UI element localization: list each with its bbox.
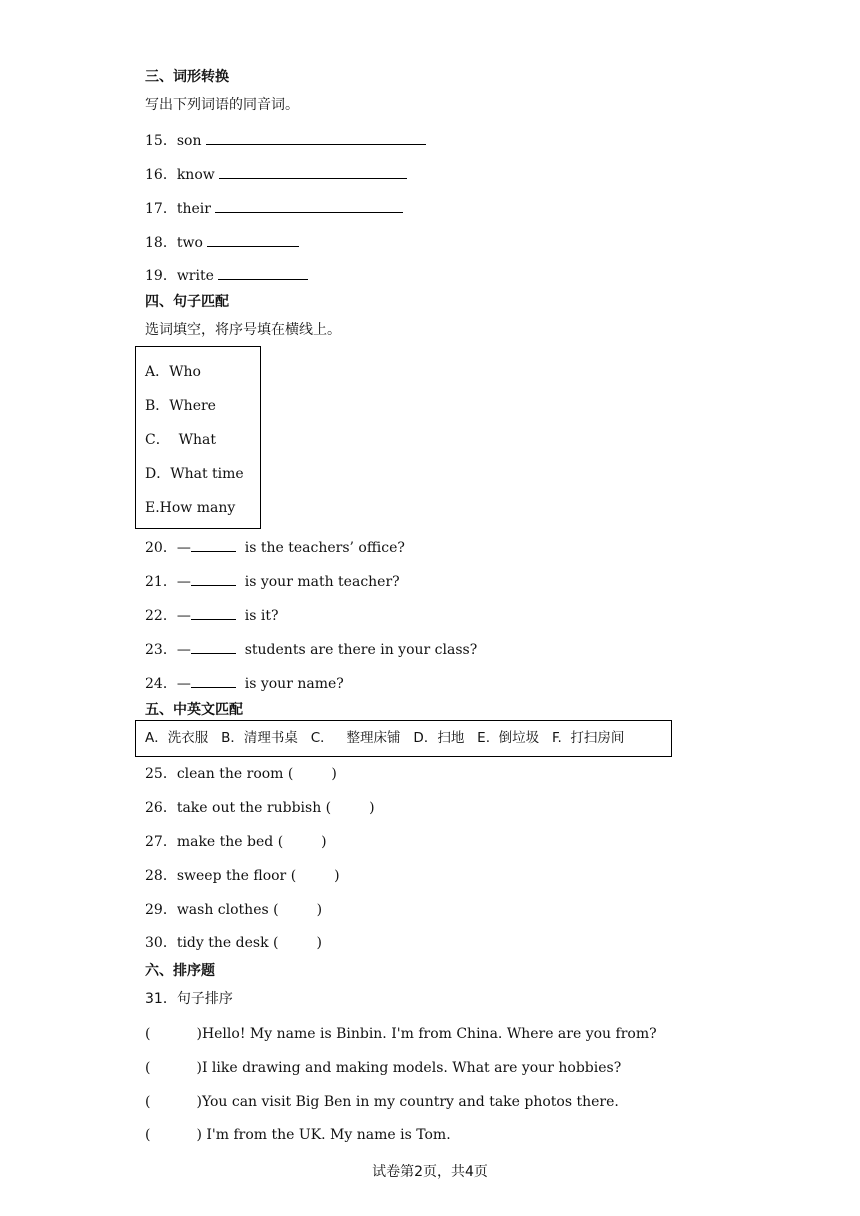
question-number: 24． (145, 676, 177, 692)
question-text: wash clothes ( (176, 902, 279, 918)
question-number: 30． (145, 935, 177, 951)
question-30 (145, 934, 322, 952)
question-22 (145, 606, 278, 625)
question-word: two (176, 235, 203, 251)
open-paren: ( (145, 1060, 151, 1076)
answer-blank[interactable] (191, 640, 236, 654)
question-word: son (176, 133, 202, 149)
word-options-box (135, 346, 261, 529)
question-20 (145, 538, 405, 557)
section-6-title: 六、排序题 (145, 963, 215, 979)
option-a: A．Who (145, 364, 201, 380)
question-29 (145, 901, 322, 919)
question-word: their (176, 201, 211, 217)
question-number: 28． (145, 868, 177, 884)
option-e: E.How many (145, 500, 236, 516)
question-23 (145, 640, 477, 659)
open-paren: ( (145, 1094, 151, 1110)
question-word: write (176, 268, 214, 284)
question-text: is it? (244, 608, 279, 624)
question-text: is your math teacher? (244, 574, 400, 590)
question-text: students are there in your class? (244, 642, 478, 658)
question-number: 26． (145, 800, 177, 816)
answer-blank[interactable] (191, 606, 236, 620)
close-paren: ) (196, 1026, 202, 1042)
question-text: tidy the desk ( (176, 935, 279, 951)
close-paren: ) (316, 902, 323, 918)
question-number: 23． (145, 642, 177, 658)
answer-blank[interactable] (191, 538, 236, 552)
answer-blank[interactable] (206, 131, 426, 145)
sort-item-1 (145, 1025, 657, 1043)
sentence-text: I like drawing and making models. What are your hobbies? (201, 1060, 622, 1076)
answer-blank[interactable] (191, 674, 236, 688)
question-27 (145, 833, 327, 851)
answer-blank[interactable] (215, 199, 403, 213)
sentence-text: I'm from the UK. My name is Tom. (201, 1127, 451, 1143)
question-number: 25． (145, 766, 177, 782)
section-3-instruction: 写出下列词语的同音词。 (145, 97, 299, 113)
question-number: 16． (145, 167, 177, 183)
question-31: 31．句子排序 (145, 991, 233, 1007)
chinese-options: A．洗衣服 B．清理书桌 C． 整理床铺 D．扫地 E. 倒垃圾 F. 打扫房间 (145, 730, 625, 746)
close-paren: ) (196, 1060, 202, 1076)
question-text: make the bed ( (176, 834, 284, 850)
sort-item-2 (145, 1059, 621, 1077)
question-24 (145, 674, 344, 693)
question-17 (145, 199, 403, 218)
sort-item-4 (145, 1126, 451, 1144)
question-number: 18． (145, 235, 177, 251)
question-text: clean the room ( (176, 766, 294, 782)
section-3-title: 三、词形转换 (145, 69, 229, 85)
dash: — (176, 540, 191, 556)
close-paren: ) (369, 800, 375, 816)
question-text: sweep the floor ( (176, 868, 297, 884)
question-19 (145, 266, 308, 285)
question-text: take out the rubbish ( (176, 800, 332, 816)
question-text: is the teachers’ office? (244, 540, 405, 556)
question-number: 15． (145, 133, 177, 149)
option-c: C． What (145, 432, 216, 448)
close-paren: ) (196, 1127, 202, 1143)
section-4-title: 四、句子匹配 (145, 294, 229, 310)
section-5-title: 五、中英文匹配 (145, 702, 243, 718)
page-footer: 试卷第2页，共4页 (372, 1164, 488, 1180)
answer-blank[interactable] (219, 165, 407, 179)
sentence-text: Hello! My name is Binbin. I'm from China. Where are you from? (201, 1026, 657, 1042)
sentence-text: You can visit Big Ben in my country and take photos there. (201, 1094, 619, 1110)
question-15 (145, 131, 426, 150)
question-25 (145, 765, 337, 783)
question-number: 17． (145, 201, 177, 217)
open-paren: ( (145, 1127, 151, 1143)
question-number: 29． (145, 902, 177, 918)
question-number: 27． (145, 834, 177, 850)
close-paren: ) (196, 1094, 202, 1110)
question-number: 22． (145, 608, 177, 624)
question-21 (145, 572, 400, 591)
close-paren: ) (316, 935, 322, 951)
close-paren: ) (334, 868, 340, 884)
dash: — (176, 574, 191, 590)
question-word: know (176, 167, 215, 183)
section-4-instruction: 选词填空，将序号填在横线上。 (145, 322, 341, 338)
dash: — (176, 642, 191, 658)
question-number: 20． (145, 540, 177, 556)
open-paren: ( (145, 1026, 151, 1042)
close-paren: ) (321, 834, 327, 850)
sort-item-3 (145, 1093, 619, 1111)
question-18 (145, 233, 299, 252)
question-number: 19． (145, 268, 177, 284)
option-d: D．What time (145, 466, 244, 482)
option-b: B．Where (145, 398, 216, 414)
close-paren: ) (331, 766, 337, 782)
question-28 (145, 867, 340, 885)
dash: — (176, 608, 191, 624)
question-number: 21． (145, 574, 177, 590)
answer-blank[interactable] (218, 266, 308, 280)
answer-blank[interactable] (191, 572, 236, 586)
answer-blank[interactable] (207, 233, 299, 247)
question-26 (145, 799, 375, 817)
chinese-options-box (135, 720, 672, 757)
question-16 (145, 165, 407, 184)
question-text: is your name? (244, 676, 344, 692)
dash: — (176, 676, 191, 692)
